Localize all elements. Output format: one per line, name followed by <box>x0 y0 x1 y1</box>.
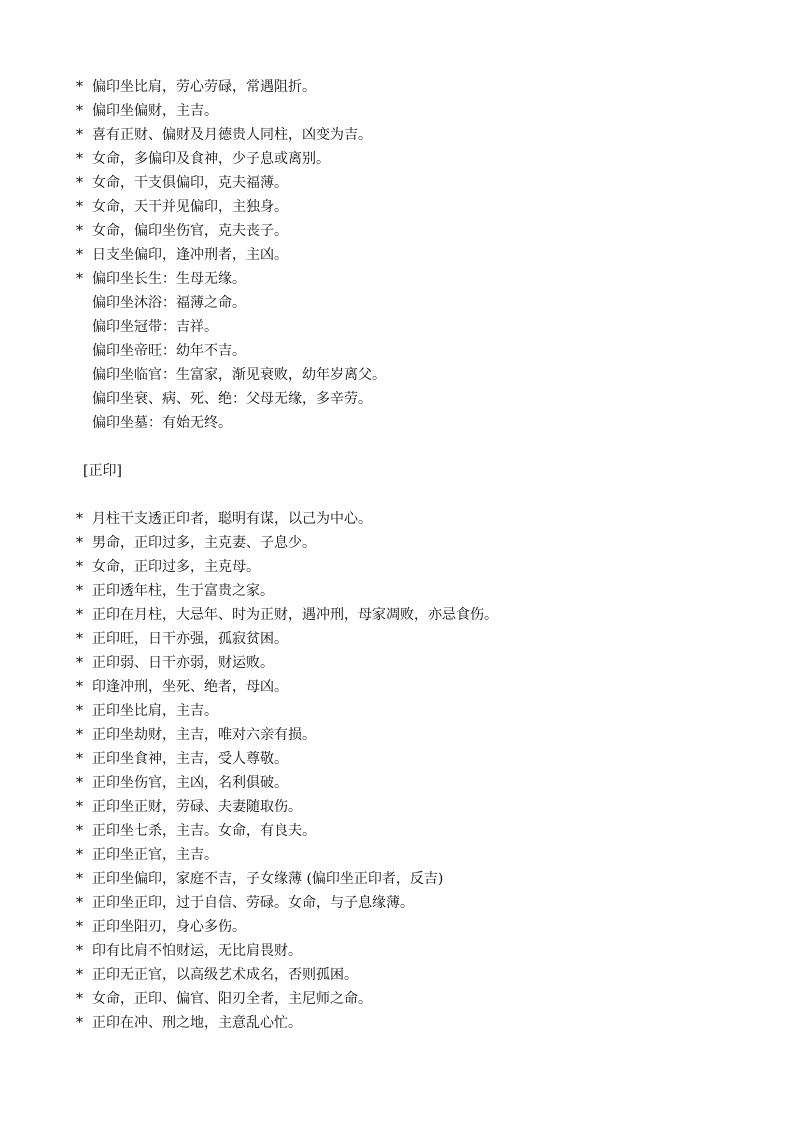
list-item-text: 正印坐劫财，主吉，唯对六亲有损。 <box>92 727 316 743</box>
list-item <box>76 627 288 651</box>
list-continuation: 偏印坐临官：生富家，渐见衰败，幼年岁离父。 <box>92 367 386 383</box>
list-item-text: 印有比肩不怕财运，无比肩畏财。 <box>92 943 302 959</box>
list-item-text: 偏印坐比肩，劳心劳碌，常遇阻折。 <box>92 79 316 95</box>
list-item-text: 正印坐正官，主吉。 <box>92 847 218 863</box>
list-item <box>76 771 288 795</box>
bullet-marker: * <box>76 679 83 695</box>
list-item <box>76 267 246 291</box>
bullet-marker: * <box>76 727 83 743</box>
list-item-text: 正印在冲、刑之地，主意乱心忙。 <box>92 1015 302 1031</box>
bullet-marker: * <box>76 511 83 527</box>
list-item <box>76 603 498 627</box>
bullet-marker: * <box>76 991 83 1007</box>
list-item <box>76 867 443 891</box>
list-item <box>76 75 316 99</box>
list-item-text: 正印坐正财，劳碌、夫妻随取伤。 <box>92 799 302 815</box>
list-item <box>76 171 288 195</box>
list-item <box>76 123 372 147</box>
list-item <box>76 147 330 171</box>
bullet-marker: * <box>76 607 83 623</box>
list-item-text: 女命，偏印坐伤官，克夫丧子。 <box>92 223 288 239</box>
bullet-marker: * <box>76 79 83 95</box>
bullet-marker: * <box>76 103 83 119</box>
list-item <box>76 651 274 675</box>
bullet-marker: * <box>76 631 83 647</box>
list-item-text: 女命，多偏印及食神，少子息或离别。 <box>92 151 330 167</box>
list-item-text: 正印旺，日干亦强，孤寂贫困。 <box>92 631 288 647</box>
list-item-text: 喜有正财、偏财及月德贵人同柱，凶变为吉。 <box>92 127 372 143</box>
list-item-text: 正印在月柱，大忌年、时为正财，遇冲刑，母家凋败，亦忌食伤。 <box>92 607 498 623</box>
bullet-marker: * <box>76 223 83 239</box>
list-item-text: 男命，正印过多，主克妻、子息少。 <box>92 535 316 551</box>
bullet-marker: * <box>76 751 83 767</box>
list-item-text: 女命，天干并见偏印，主独身。 <box>92 199 288 215</box>
list-item-text: 正印坐正印，过于自信、劳碌。女命，与子息缘薄。 <box>92 895 414 911</box>
bullet-marker: * <box>76 823 83 839</box>
list-continuation: 偏印坐冠带：吉祥。 <box>92 319 218 335</box>
bullet-marker: * <box>76 559 83 575</box>
list-item <box>76 699 218 723</box>
list-continuation: 偏印坐帝旺：幼年不吉。 <box>92 343 246 359</box>
list-item-text: 女命，正印过多，主克母。 <box>92 559 260 575</box>
bullet-marker: * <box>76 703 83 719</box>
list-item-text: 偏印坐偏财，主吉。 <box>92 103 218 119</box>
list-item-text: 正印坐七杀，主吉。女命，有良夫。 <box>92 823 316 839</box>
bullet-marker: * <box>76 535 83 551</box>
list-item-text: 正印弱、日干亦弱，财运败。 <box>92 655 274 671</box>
bullet-marker: * <box>76 775 83 791</box>
list-item-text: 正印坐伤官，主凶，名利俱破。 <box>92 775 288 791</box>
list-continuation: 偏印坐墓：有始无终。 <box>92 415 232 431</box>
bullet-marker: * <box>76 175 83 191</box>
list-item <box>76 555 260 579</box>
bullet-marker: * <box>76 271 83 287</box>
list-item-text: 正印坐比肩，主吉。 <box>92 703 218 719</box>
bullet-marker: * <box>76 127 83 143</box>
list-item <box>76 723 316 747</box>
list-item-text: 偏印坐长生：生母无缘。 <box>92 271 246 287</box>
list-item <box>76 675 288 699</box>
list-item <box>76 1011 302 1035</box>
list-item <box>76 747 288 771</box>
list-item <box>76 579 274 603</box>
list-item-text: 正印坐偏印，家庭不吉，子女缘薄 (偏印坐正印者，反吉) <box>92 871 444 887</box>
bullet-marker: * <box>76 967 83 983</box>
list-item-text: 月柱干支透正印者，聪明有谋，以己为中心。 <box>92 511 372 527</box>
list-item <box>76 795 302 819</box>
bullet-marker: * <box>76 799 83 815</box>
bullet-marker: * <box>76 151 83 167</box>
list-item <box>76 987 372 1011</box>
list-item <box>76 963 358 987</box>
bullet-marker: * <box>76 247 83 263</box>
list-item-text: 正印坐阳刃，身心多伤。 <box>92 919 246 935</box>
list-item-text: 印逢冲刑，坐死、绝者，母凶。 <box>92 679 288 695</box>
list-item-text: 正印坐食神，主吉，受人尊敬。 <box>92 751 288 767</box>
bullet-marker: * <box>76 1015 83 1031</box>
bullet-marker: * <box>76 199 83 215</box>
list-item-text: 女命，干支俱偏印，克夫福薄。 <box>92 175 288 191</box>
list-item <box>76 99 218 123</box>
list-item-text: 正印无正官，以高级艺术成名，否则孤困。 <box>92 967 358 983</box>
list-continuation: 偏印坐沐浴：福薄之命。 <box>92 295 246 311</box>
list-item-text: 日支坐偏印，逢冲刑者，主凶。 <box>92 247 288 263</box>
list-item <box>76 243 288 267</box>
list-item <box>76 891 414 915</box>
list-item <box>76 939 302 963</box>
list-item <box>76 819 316 843</box>
list-item-text: 女命，正印、偏官、阳刃全者，主尼师之命。 <box>92 991 372 1007</box>
list-item <box>76 507 372 531</box>
list-continuation: 偏印坐衰、病、死、绝：父母无缘，多辛劳。 <box>92 391 372 407</box>
bullet-marker: * <box>76 895 83 911</box>
list-item <box>76 219 288 243</box>
bullet-marker: * <box>76 871 83 887</box>
bullet-marker: * <box>76 943 83 959</box>
list-item <box>76 531 316 555</box>
bullet-marker: * <box>76 583 83 599</box>
section-heading: [正印] <box>83 463 122 479</box>
list-item-text: 正印透年柱，生于富贵之家。 <box>92 583 274 599</box>
bullet-marker: * <box>76 847 83 863</box>
list-item <box>76 195 288 219</box>
list-item <box>76 843 218 867</box>
list-item <box>76 915 246 939</box>
bullet-marker: * <box>76 655 83 671</box>
bullet-marker: * <box>76 919 83 935</box>
